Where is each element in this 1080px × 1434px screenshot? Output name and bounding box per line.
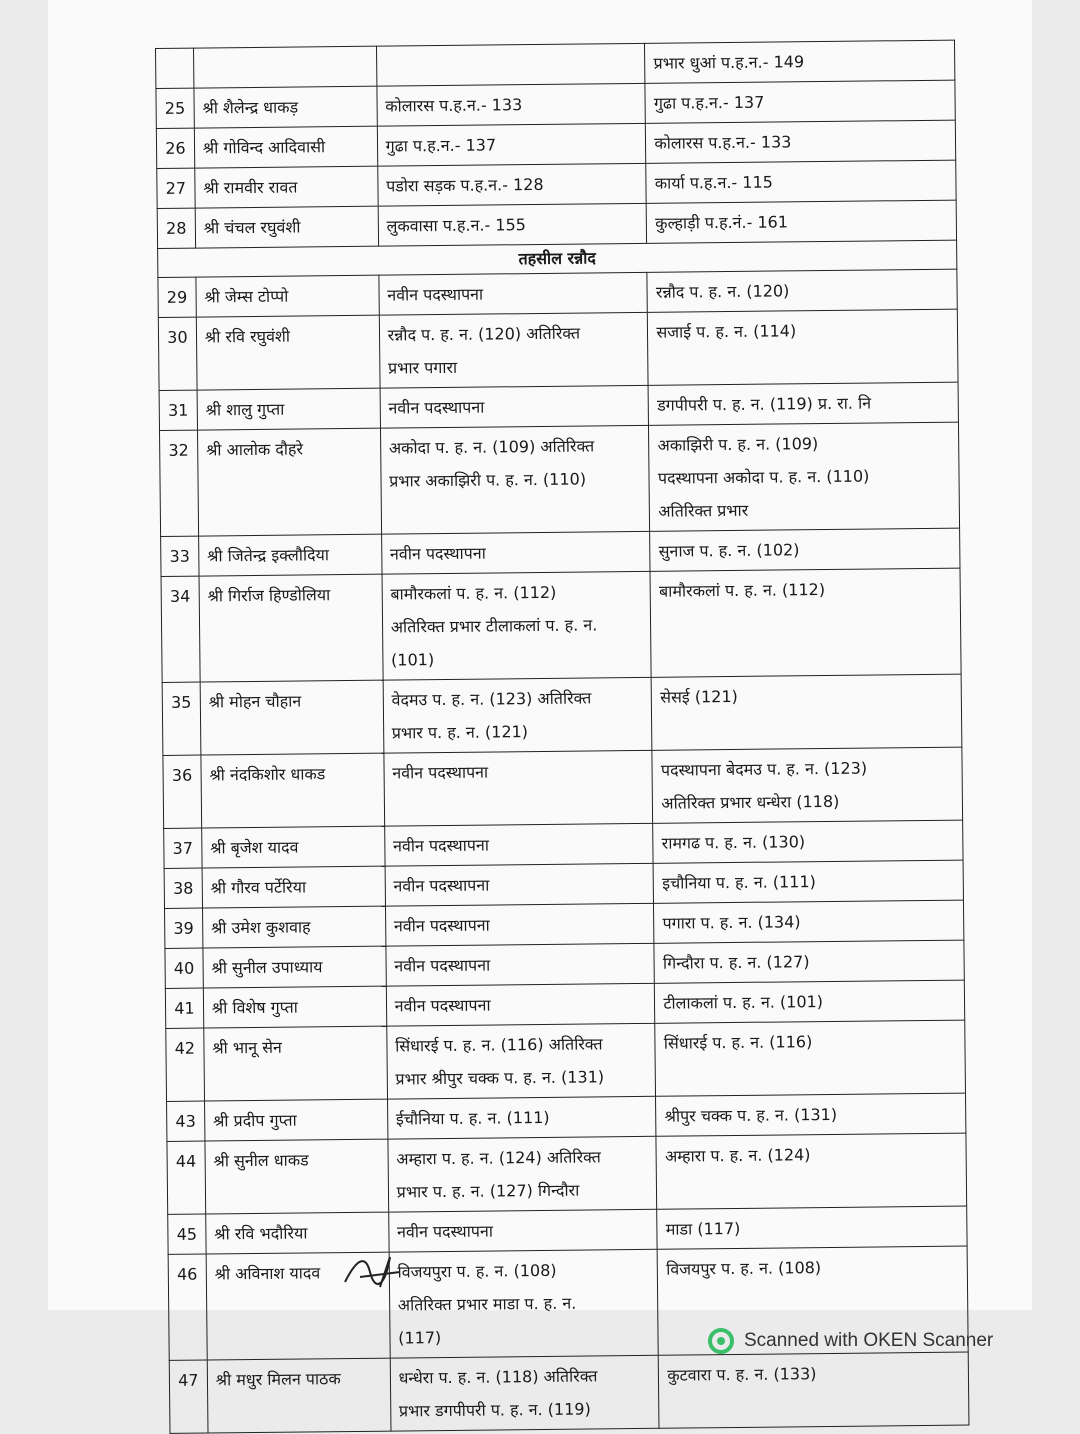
employee-name	[193, 46, 376, 88]
employee-name-text: श्री गिर्राज हिण्डोलिया	[207, 578, 373, 613]
new-posting	[657, 1206, 967, 1249]
signature-mark	[340, 1242, 410, 1292]
new-posting	[650, 528, 960, 571]
new-posting	[650, 568, 961, 677]
new-posting	[653, 860, 963, 903]
current-posting-text	[385, 47, 637, 50]
employee-name	[196, 315, 380, 390]
employee-name	[197, 388, 380, 430]
table-body	[156, 40, 969, 1433]
serial-number-text: 35	[167, 686, 196, 719]
employee-name-text: श्री रवि भदौरिया	[214, 1216, 380, 1251]
current-posting-text: विजयपुरा प. ह. न. (108) अतिरिक्त प्रभार माडा प. ह. न. (117)	[397, 1253, 650, 1355]
serial-number-text: 36	[167, 759, 196, 792]
serial-number-text: 30	[163, 321, 192, 354]
employee-name-text: श्री नंदकिशोर धाकड	[209, 757, 375, 792]
employee-name-text: श्री बृजेश यादव	[210, 830, 376, 865]
employee-name	[202, 866, 385, 908]
current-posting-text: कोलारस प.ह.न.- 133	[385, 87, 637, 123]
serial-number-text: 31	[164, 394, 193, 427]
serial-number	[165, 988, 203, 1028]
serial-number-text: 47	[174, 1364, 203, 1397]
current-posting	[384, 750, 653, 826]
table-row	[158, 309, 958, 390]
serial-number-text: 33	[165, 540, 194, 573]
employee-name	[196, 275, 379, 317]
current-posting	[386, 943, 655, 986]
scanner-footer	[708, 1326, 993, 1356]
serial-number	[169, 1360, 208, 1433]
serial-number-text: 45	[172, 1218, 201, 1251]
serial-number	[168, 1254, 207, 1360]
new-posting-text: रन्नौद प. ह. न. (120)	[656, 273, 949, 309]
employee-name-text: श्री सुनील धाकड	[213, 1143, 379, 1178]
current-posting-text: रन्नौद प. ह. न. (120) अतिरिक्त प्रभार पगारा	[388, 316, 640, 385]
current-posting	[379, 272, 648, 315]
serial-number	[157, 168, 195, 208]
current-posting	[381, 531, 650, 574]
serial-number	[156, 48, 194, 88]
employee-name-text: श्री जितेन्द्र इक्लौदिया	[207, 538, 373, 573]
serial-number	[164, 828, 202, 868]
current-posting-text: नवीन पदस्थापना	[388, 389, 640, 425]
current-posting	[382, 571, 652, 680]
new-posting	[645, 40, 955, 83]
new-posting-text: माडा (117)	[666, 1210, 959, 1246]
current-posting-text: नवीन पदस्थापना	[395, 987, 647, 1023]
current-posting-text: वेदमउ प. ह. न. (123) अतिरिक्त प्रभार प. ह. न. (121)	[391, 681, 643, 750]
serial-number-text: 40	[169, 952, 198, 985]
serial-number	[159, 390, 197, 430]
new-posting-text: कुल्हाड़ी प.ह.नं.- 161	[655, 204, 948, 240]
serial-number	[165, 948, 203, 988]
new-posting	[656, 1133, 966, 1209]
current-posting-text: धन्धेरा प. ह. न. (118) अतिरिक्त प्रभार डगपीपरी प. ह. न. (119)	[398, 1359, 650, 1428]
current-posting	[383, 677, 652, 753]
serial-number	[164, 868, 202, 908]
current-posting-text: अकोदा प. ह. न. (109) अतिरिक्त प्रभार अकाझिरी प. ह. न. (110)	[389, 429, 641, 498]
serial-number	[162, 682, 201, 755]
new-posting	[648, 382, 958, 425]
serial-number	[167, 1141, 206, 1214]
employee-name	[195, 166, 378, 208]
current-posting	[385, 863, 654, 906]
serial-number-text: 38	[169, 872, 198, 905]
employee-name	[195, 206, 378, 248]
employee-name	[205, 1139, 389, 1214]
serial-number	[156, 88, 194, 128]
serial-number-text: 46	[173, 1258, 202, 1291]
employee-name-text: श्री रामवीर रावत	[203, 170, 369, 205]
new-posting-text: टीलाकलां प. ह. न. (101)	[663, 984, 956, 1020]
current-posting	[386, 983, 655, 1026]
serial-number-text: 29	[162, 281, 191, 314]
new-posting	[653, 820, 963, 863]
employee-name	[201, 753, 385, 828]
serial-number-text: 42	[170, 1032, 199, 1065]
employee-name-text: श्री भानू सेन	[212, 1030, 378, 1065]
employee-name-text: श्री मोहन चौहान	[208, 684, 374, 719]
current-posting-text: नवीन पदस्थापना	[390, 535, 642, 571]
new-posting	[652, 747, 962, 823]
employee-name	[204, 1099, 387, 1141]
new-posting	[656, 1093, 966, 1136]
serial-number-text: 28	[162, 212, 191, 245]
employee-name-text: श्री उमेश कुशवाह	[211, 910, 377, 945]
new-posting	[654, 940, 964, 983]
employee-name-text: श्री चंचल रघुवंशी	[204, 210, 370, 245]
employee-name-text: श्री प्रदीप गुप्ता	[213, 1103, 379, 1138]
new-posting-text: रामगढ प. ह. न. (130)	[662, 824, 955, 860]
new-posting-text: श्रीपुर चक्क प. ह. न. (131)	[664, 1097, 957, 1133]
employee-name	[197, 428, 381, 536]
table-row	[166, 1020, 966, 1101]
new-posting-text: सेसई (121)	[660, 678, 953, 714]
current-posting	[376, 43, 645, 86]
current-posting-text: नवीन पदस्थापना	[393, 867, 645, 903]
employee-name	[200, 680, 384, 755]
new-posting	[652, 674, 962, 750]
new-posting-text: गिन्दौरा प. ह. न. (127)	[663, 944, 956, 980]
new-posting	[655, 980, 965, 1023]
new-posting-text: सिंधारई प. ह. न. (116)	[664, 1024, 957, 1060]
serial-number-text: 39	[169, 912, 198, 945]
employee-name	[198, 534, 381, 576]
new-posting	[645, 80, 955, 123]
employee-name-text: श्री विशेष गुप्ता	[212, 990, 378, 1025]
new-posting-text: अम्हारा प. ह. न. (124)	[665, 1137, 958, 1173]
new-posting	[659, 1352, 969, 1428]
employee-name-text: श्री सुनील उपाध्याय	[211, 950, 377, 985]
employee-name	[203, 986, 386, 1028]
scanner-logo-icon	[708, 1328, 734, 1354]
serial-number	[168, 1214, 206, 1254]
current-posting-text: ईचौनिया प. ह. न. (111)	[396, 1100, 648, 1136]
current-posting	[384, 823, 653, 866]
serial-number	[165, 908, 203, 948]
new-posting-text: बामौरकलां प. ह. न. (112)	[659, 572, 952, 608]
employee-name-text: श्री शैलेन्द्र धाकड़	[202, 90, 368, 125]
employee-name	[202, 906, 385, 948]
serial-number-text: 27	[161, 172, 190, 205]
serial-number	[166, 1028, 205, 1101]
serial-number-text: 26	[161, 132, 190, 165]
new-posting	[646, 160, 956, 203]
current-posting	[385, 903, 654, 946]
current-posting	[379, 312, 648, 388]
new-posting-text: डगपीपरी प. ह. न. (119) प्र. रा. नि	[657, 386, 950, 422]
serial-number-text: 41	[170, 992, 199, 1025]
new-posting-text: गुढा प.ह.न.- 137	[654, 84, 947, 120]
current-posting	[388, 1136, 657, 1212]
new-posting-text: विजयपुर प. ह. न. (108)	[666, 1250, 959, 1286]
current-posting-text: नवीन पदस्थापना	[394, 947, 646, 983]
employee-name-text: श्री शालु गुप्ता	[205, 392, 371, 427]
table-row	[167, 1133, 967, 1214]
new-posting-text: अकाझिरी प. ह. न. (109) पदस्थापना अकोदा प. ह. न. (110) अतिरिक्त प्रभार	[657, 426, 951, 528]
employee-name-text: श्री आलोक दौहरे	[206, 432, 372, 467]
table-row	[169, 1352, 969, 1433]
new-posting-text: कुटवारा प. ह. न. (133)	[667, 1356, 960, 1392]
employee-name-text: श्री मधुर मिलन पाठक	[216, 1362, 382, 1397]
serial-number	[167, 1101, 205, 1141]
serial-number	[158, 317, 197, 390]
transfer-table	[155, 40, 969, 1434]
current-posting-text: नवीन पदस्थापना	[387, 276, 639, 312]
employee-name-text: श्री अविनाश यादव	[214, 1256, 380, 1291]
employee-name-text: श्री रवि रघुवंशी	[205, 319, 371, 354]
employee-name	[201, 826, 384, 868]
new-posting-text: कार्या प.ह.न.- 115	[655, 164, 948, 200]
employee-name	[194, 126, 377, 168]
new-posting-text: पगारा प. ह. न. (134)	[662, 904, 955, 940]
current-posting	[380, 425, 650, 534]
current-posting	[380, 385, 649, 428]
serial-number-text: 44	[171, 1145, 200, 1178]
serial-number	[161, 536, 199, 576]
new-posting	[647, 200, 957, 243]
current-posting-text: लुकवासा प.ह.न.- 155	[386, 207, 638, 243]
current-posting	[388, 1209, 657, 1252]
new-posting-text: पदस्थापना बेदमउ प. ह. न. (123) अतिरिक्त प्रभार धन्धेरा (118)	[661, 751, 954, 820]
current-posting-text: नवीन पदस्थापना	[397, 1213, 649, 1249]
employee-name	[194, 86, 377, 128]
serial-number	[163, 755, 202, 828]
current-posting-text: नवीन पदस्थापना	[394, 907, 646, 943]
serial-number	[156, 128, 194, 168]
new-posting	[646, 120, 956, 163]
employee-name-text	[202, 50, 368, 52]
new-posting-text: सुनाज प. ह. न. (102)	[659, 532, 952, 568]
employee-name-text: श्री गोविन्द आदिवासी	[203, 130, 369, 165]
new-posting	[655, 1020, 965, 1096]
serial-number	[161, 576, 200, 682]
new-posting-text: इचौनिया प. ह. न. (111)	[662, 864, 955, 900]
serial-number	[157, 208, 195, 248]
current-posting-text: पडोरा सड़क प.ह.न.- 128	[386, 167, 638, 203]
serial-number-text: 25	[160, 92, 189, 125]
employee-name-text: श्री जेम्स टोप्पो	[204, 279, 370, 314]
section-header: तहसील रन्नौद	[158, 240, 957, 277]
serial-number-text: 37	[168, 832, 197, 865]
table-row	[163, 747, 963, 828]
current-posting	[378, 203, 647, 246]
current-posting-text: अम्हारा प. ह. न. (124) अतिरिक्त प्रभार प. ह. न. (127) गिन्दौरा	[396, 1140, 648, 1209]
current-posting-text: बामौरकलां प. ह. न. (112) अतिरिक्त प्रभार टीलाकलां प. ह. न. (101)	[390, 575, 643, 677]
new-posting	[654, 900, 964, 943]
current-posting	[377, 163, 646, 206]
serial-number	[160, 430, 199, 536]
serial-number-text: 32	[164, 434, 193, 467]
employee-name	[199, 574, 383, 682]
new-posting-text: कोलारस प.ह.न.- 133	[654, 124, 947, 160]
new-posting	[647, 269, 957, 312]
employee-name	[204, 1026, 388, 1101]
employee-name	[207, 1358, 391, 1433]
current-posting-text: गुढा प.ह.न.- 137	[386, 127, 638, 163]
current-posting	[386, 1023, 655, 1099]
employee-name-text: श्री गौरव पर्टेरिया	[210, 870, 376, 905]
serial-number-text: 43	[171, 1105, 200, 1138]
table-row	[162, 674, 962, 755]
scanner-footer-text: Scanned with OKEN Scanner	[744, 1330, 993, 1352]
serial-number	[158, 277, 196, 317]
current-posting	[390, 1355, 659, 1431]
employee-name	[203, 946, 386, 988]
table-row	[161, 568, 961, 682]
new-posting-text: सजाई प. ह. न. (114)	[656, 313, 949, 349]
current-posting	[387, 1096, 656, 1139]
serial-number-text: 34	[166, 580, 195, 613]
current-posting-text: नवीन पदस्थापना	[393, 827, 645, 863]
current-posting-text: नवीन पदस्थापना	[392, 754, 644, 790]
table-row	[160, 422, 960, 536]
new-posting-text: प्रभार धुआं प.ह.न.- 149	[653, 44, 946, 80]
current-posting	[377, 83, 646, 126]
new-posting	[649, 422, 960, 531]
current-posting	[389, 1249, 659, 1358]
current-posting-text: सिंधारई प. ह. न. (116) अतिरिक्त प्रभार श्रीपुर चक्क प. ह. न. (131)	[395, 1027, 647, 1096]
current-posting	[377, 123, 646, 166]
new-posting	[648, 309, 958, 385]
